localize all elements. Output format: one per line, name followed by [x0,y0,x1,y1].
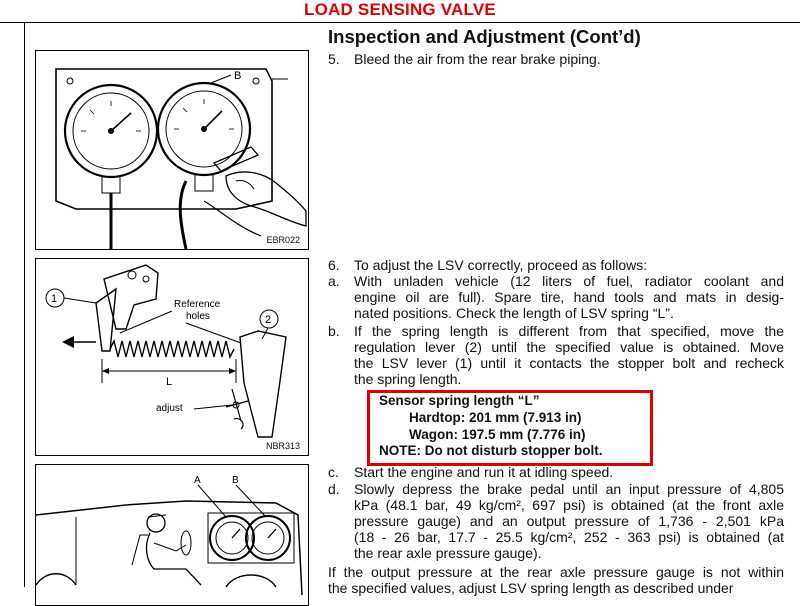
step-6-text: To adjust the LSV correctly, proceed as follows: [354,257,648,273]
step-d-number: d. [328,481,340,497]
dimension-l-label: L [166,376,173,388]
step-b-line-3: the LSV lever (1) until it contacts the stopper bolt and recheck [354,355,784,371]
step-d-line-3: pressure gauge) and an output pressure of 1,736 - 2,501 kPa [354,513,784,529]
figure-lsv-spring [35,258,309,456]
spec-hardtop: Hardtop: 201 mm (7.913 in) [409,410,582,425]
step-c-text: Start the engine and run it at idling speed. [354,464,614,480]
margin-rule [24,22,25,587]
step-a-line-2: engine oil are full). Spare tire, hand tools and mats in desig- [354,289,784,305]
step-d-line-2: kPa (48.1 bar, 49 kg/cm², 697 psi) is obtained (at the front axle [354,497,784,513]
callout-a: A [194,475,201,486]
figure-code: NBR313 [265,441,300,451]
spec-title: Sensor spring length “L” [379,393,540,408]
reference-holes-label-line1: Reference [174,299,221,310]
adjust-label: adjust [156,403,183,414]
step-5-text: Bleed the air from the rear brake piping. [354,51,601,67]
step-b-line-1: If the spring length is different from that specified, move the [354,323,784,339]
final-line-2: the specified values, adjust LSV spring length as described under [328,580,734,596]
step-d-line-4: (18 - 26 bar, 17.7 - 25.5 kg/cm², 252 - 363 psi) is obtained (at [354,529,784,545]
final-line-1: If the output pressure at the rear axle pressure gauge is not within [328,564,784,580]
step-5-number: 5. [328,51,340,67]
step-a-number: a. [328,273,340,289]
callout-b: B [232,475,239,486]
page-header [0,0,800,23]
step-b-number: b. [328,323,340,339]
step-6-number: 6. [328,257,340,273]
step-a-line-1: With unladen vehicle (12 liters of fuel, radiator coolant and [354,273,784,289]
spec-wagon: Wagon: 197.5 mm (7.776 in) [409,427,586,442]
step-d-line-5: the rear axle pressure gauge). [354,545,542,561]
step-a-line-3: nated positions. Check the length of LSV spring “L”. [354,305,674,321]
section-heading: Inspection and Adjustment (Cont’d) [328,26,641,47]
spec-note: NOTE: Do not disturb stopper bolt. [379,443,603,458]
figure-gauges [35,50,309,250]
figure-vehicle-gauges [35,464,309,606]
callout-2: 2 [265,314,272,326]
gauges-illustration [36,51,308,249]
page-title: LOAD SENSING VALVE [304,0,496,19]
figure-code: EBR022 [266,235,300,245]
step-b-line-2: regulation lever (2) until the specified value is obtained. Move [354,339,784,355]
step-b-line-4: the spring length. [354,371,462,387]
callout-1: 1 [51,293,58,305]
callout-b: B [234,70,242,82]
lsv-illustration [36,259,308,455]
reference-holes-label-line2: holes [186,311,210,322]
step-c-number: c. [328,464,339,480]
vehicle-illustration [36,465,308,605]
step-d-line-1: Slowly depress the brake pedal until an input pressure of 4,805 [354,481,784,497]
